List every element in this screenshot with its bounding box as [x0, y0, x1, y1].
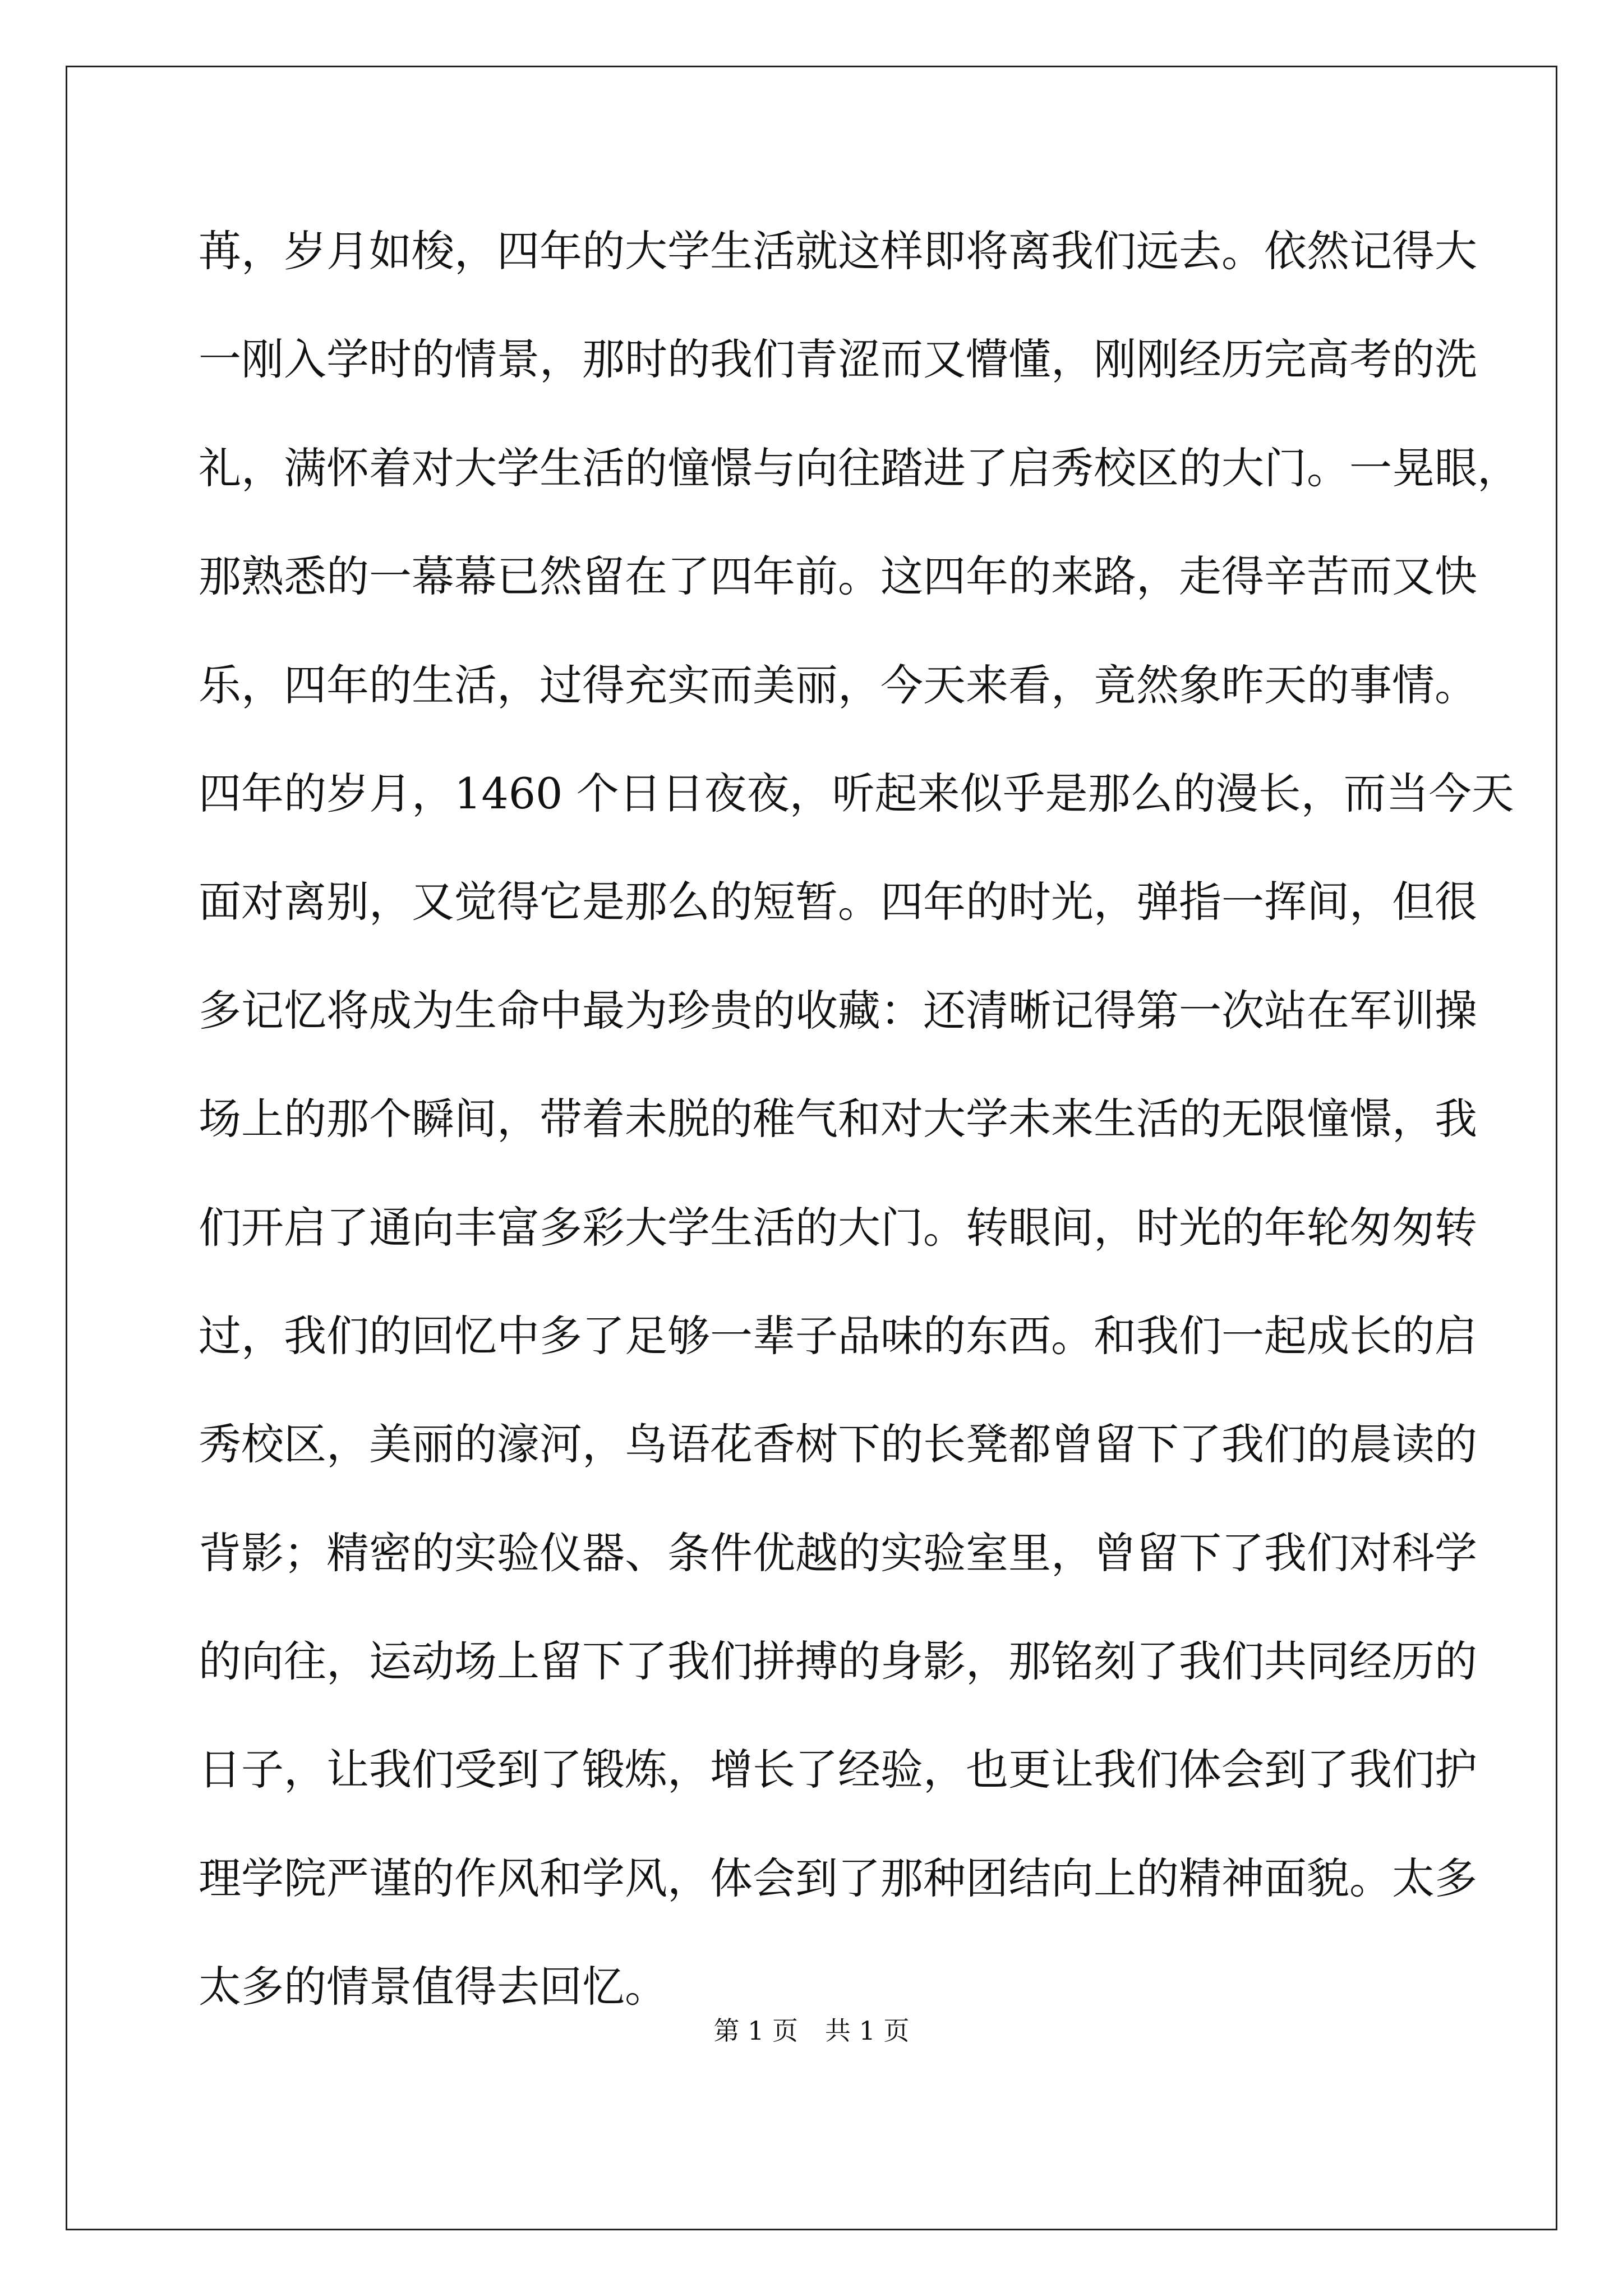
text-line: 场上的那个瞬间，带着未脱的稚气和对大学未来生活的无限憧憬，我: [199, 1094, 1477, 1144]
document-body: [199, 218, 1520, 2062]
page-number: 第 1 页: [713, 2016, 798, 2046]
page-footer: [0, 2014, 1623, 2047]
text-line: 们开启了通向丰富多彩大学生活的大门。转眼间，时光的年轮匆匆转: [199, 1202, 1477, 1253]
text-line: 太多的情景值得去回忆。: [199, 1962, 667, 2012]
text-line: 那熟悉的一幕幕已然留在了四年前。这四年的来路，走得辛苦而又快: [199, 551, 1477, 602]
text-line: 过，我们的回忆中多了足够一辈子品味的东西。和我们一起成长的启: [199, 1310, 1477, 1361]
text-line: 背影；精密的实验仪器、条件优越的实验室里，曾留下了我们对科学: [199, 1527, 1477, 1578]
text-line: 乐，四年的生活，过得充实而美丽，今天来看，竟然象昨天的事情。: [199, 660, 1477, 710]
text-line: 秀校区，美丽的濠河，鸟语花香树下的长凳都曾留下了我们的晨读的: [199, 1419, 1477, 1470]
page-total: 共 1 页: [825, 2016, 910, 2046]
text-line: 的向往，运动场上留下了我们拼搏的身影，那铭刻了我们共同经历的: [199, 1636, 1477, 1687]
text-line: 日子，让我们受到了锻炼，增长了经验，也更让我们体会到了我们护: [199, 1745, 1477, 1795]
text-line: 多记忆将成为生命中最为珍贵的收藏：还清晰记得第一次站在军训操: [199, 985, 1477, 1036]
text-line: 四年的岁月，1460 个日日夜夜，听起来似乎是那么的漫长，而当今天: [199, 768, 1514, 818]
text-line: 理学院严谨的作风和学风，体会到了那种团结向上的精神面貌。太多: [199, 1853, 1477, 1903]
text-line: 苒，岁月如梭，四年的大学生活就这样即将离我们远去。依然记得大: [199, 226, 1477, 276]
text-line: 面对离别，又觉得它是那么的短暂。四年的时光，弹指一挥间，但很: [199, 877, 1477, 927]
text-line: 礼，满怀着对大学生活的憧憬与向往踏进了启秀校区的大门。一晃眼，: [199, 443, 1520, 493]
text-line: 一刚入学时的情景，那时的我们青涩而又懵懂，刚刚经历完高考的洗: [199, 334, 1477, 385]
